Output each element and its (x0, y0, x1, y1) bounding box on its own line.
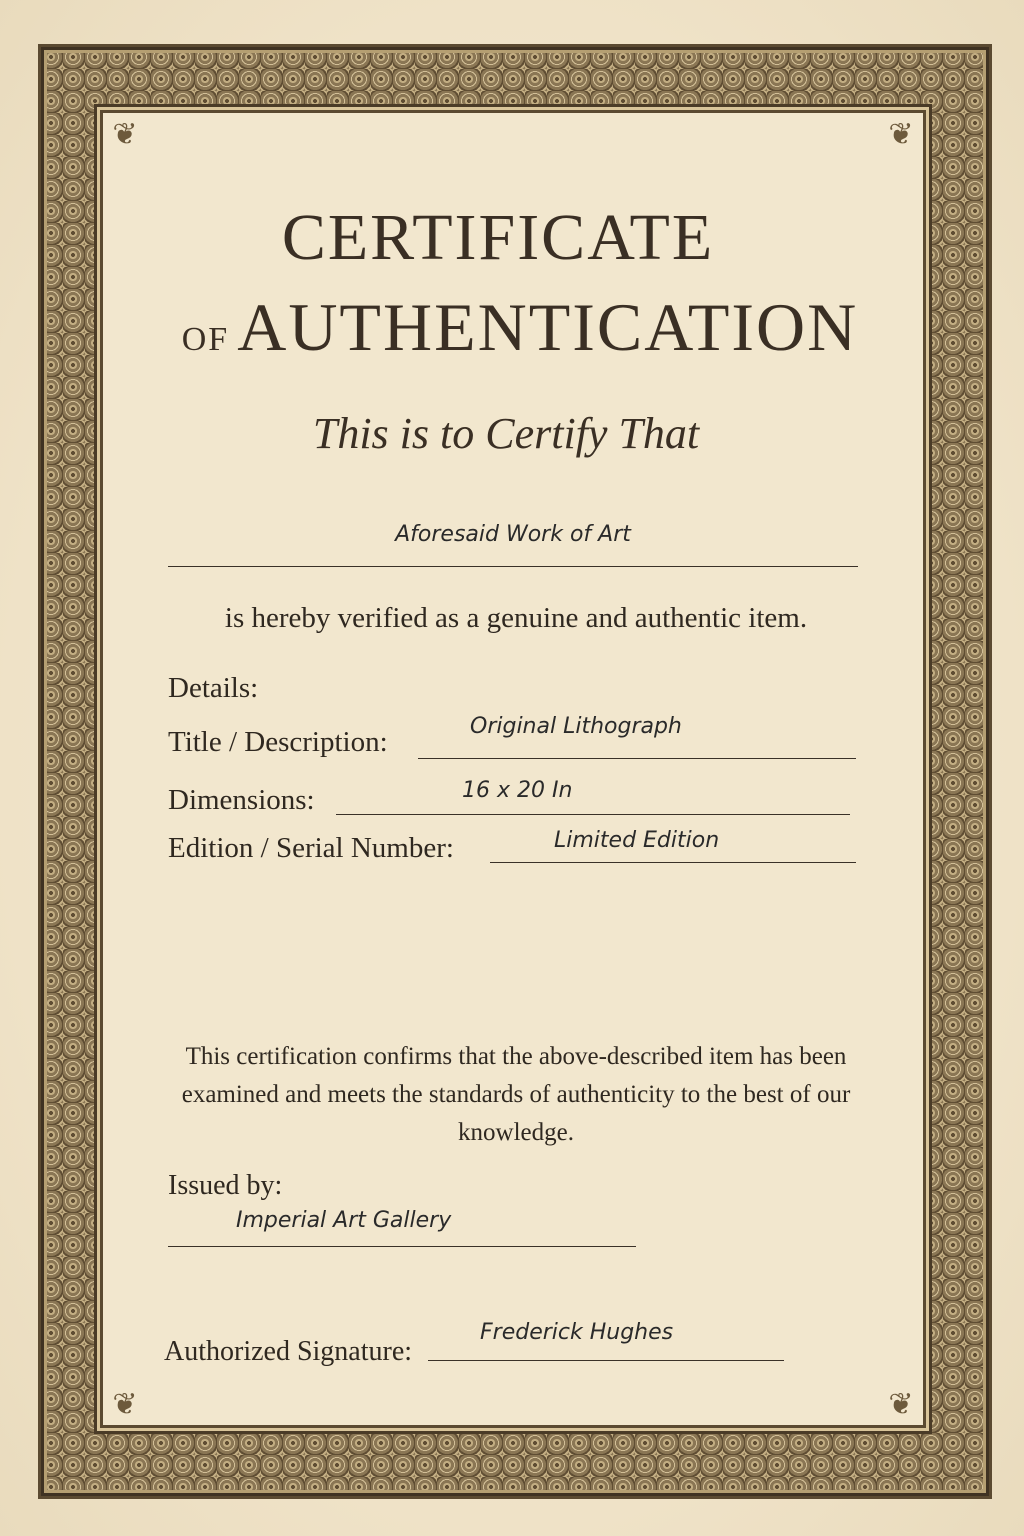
issued-by-label: Issued by: (168, 1170, 283, 1201)
title-description-label: Title / Description: (168, 726, 388, 758)
corner-flourish-icon: ❦ (112, 1388, 138, 1421)
edition-serial-line (490, 862, 856, 863)
issued-by-value: Imperial Art Gallery (236, 1208, 452, 1233)
verification-text: is hereby verified as a genuine and authentic item. (224, 602, 808, 634)
edition-serial-value: Limited Edition (554, 828, 720, 853)
issued-by-line (168, 1246, 636, 1247)
corner-flourish-icon: ❦ (888, 118, 914, 151)
edition-serial-label: Edition / Serial Number: (168, 832, 454, 864)
item-name-value: Aforesaid Work of Art (395, 522, 631, 547)
authorized-signature-line (428, 1360, 784, 1361)
dimensions-value: 16 x 20 In (462, 778, 573, 803)
corner-flourish-icon: ❦ (112, 118, 138, 151)
dimensions-line (336, 814, 850, 815)
authorized-signature-label: Authorized Signature: (164, 1336, 413, 1367)
certificate-title-second-line (150, 288, 890, 367)
title-description-value: Original Lithograph (470, 714, 682, 739)
dimensions-label: Dimensions: (168, 784, 315, 816)
item-name-line (168, 566, 858, 567)
certify-subtitle: This is to Certify That (312, 409, 700, 458)
title-of: OF (181, 321, 230, 358)
certificate-title: CERTIFICATE (281, 201, 715, 274)
details-label: Details: (168, 672, 259, 704)
title-description-line (418, 758, 856, 759)
authorized-signature-value: Frederick Hughes (480, 1320, 674, 1345)
certification-statement: This certification confirms that the above-described item has been examined and meets the standards of authenticity to the best of our knowledge. (181, 1043, 851, 1146)
title-authentication: AUTHENTICATION (237, 289, 859, 365)
corner-flourish-icon: ❦ (888, 1388, 914, 1421)
